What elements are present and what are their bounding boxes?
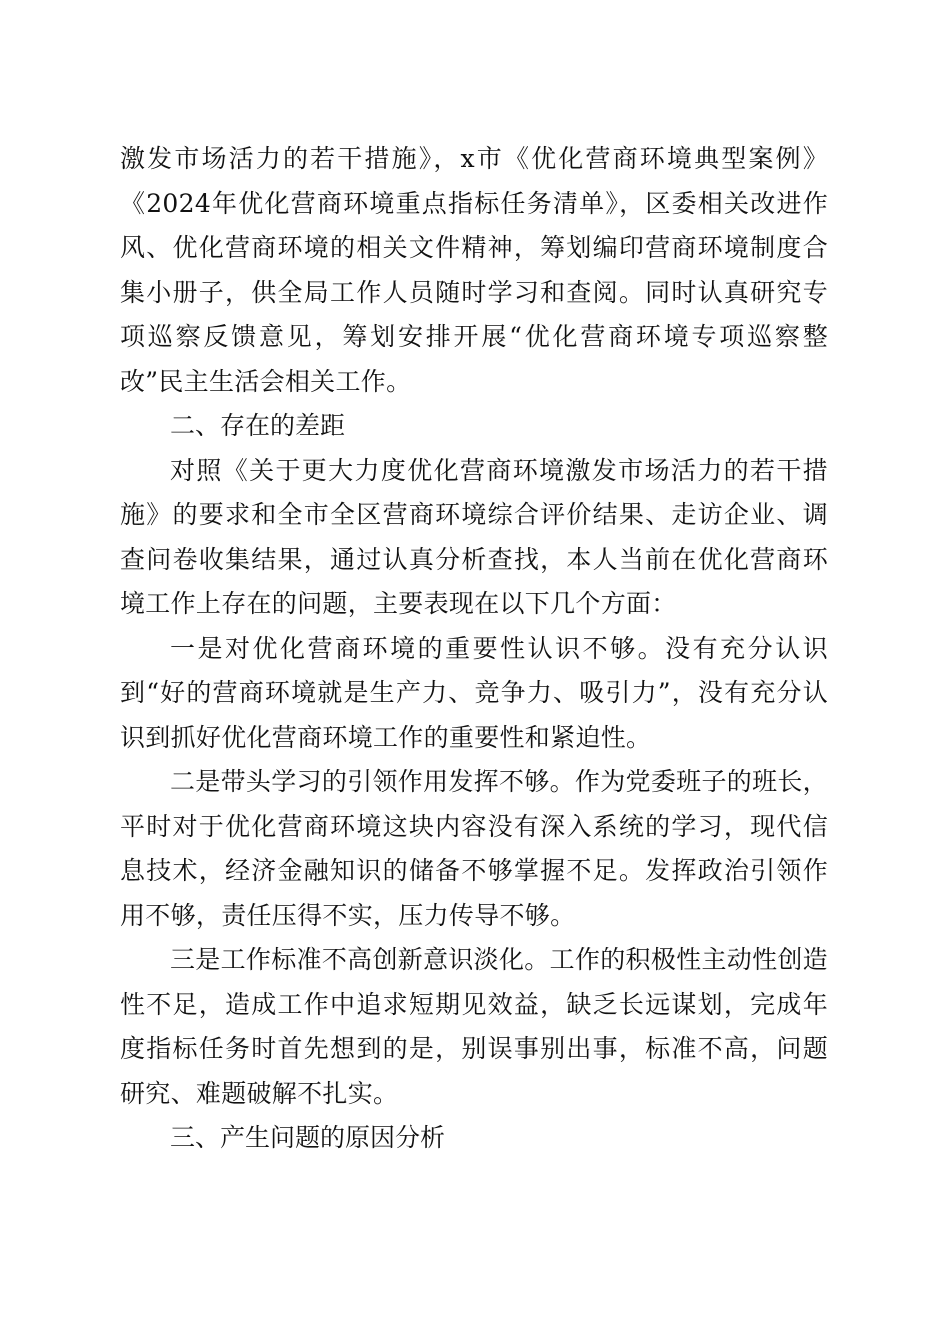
document-page — [120, 137, 828, 1161]
gap-point-3-body: 工作的积极性主动性创造性不足，造成工作中追求短期见效益，缺乏长远谋划，完成年度指标任务时首先想到的是，别误事别出事，标准不高，问题研究、难题破解不扎实。 — [120, 945, 828, 1108]
gap-point-3 — [120, 938, 828, 1116]
gap-point-1-lead: 一是对优化营商环境的重要性认识不够。 — [170, 633, 666, 663]
continuation-paragraph: 激发市场活力的若干措施》，x市《优化营商环境典型案例》《2024年优化营商环境重点指标任务清单》，区委相关改进作风、优化营商环境的相关文件精神，筹划编印营商环境制度合集小册子，供全局工作人员随时学习和查阅。同时认真研究专项巡察反馈意见，筹划安排开展“优化营商环境专项巡察整改”民主生活会相关工作。 — [120, 144, 828, 396]
gap-point-3-lead: 三是工作标准不高创新意识淡化。 — [170, 945, 550, 974]
gap-point-2-body: 作为党委班子的班长，平时对于优化营商环境这块内容没有深入系统的学习，现代信息技术，经济金融知识的储备不够掌握不足。发挥政治引领作用不够，责任压得不实，压力传导不够。 — [120, 767, 828, 930]
gap-point-2 — [120, 760, 828, 938]
gaps-intro-paragraph: 对照《关于更大力度优化营商环境激发市场活力的若干措施》的要求和全市全区营商环境综合评价结果、走访企业、调查问卷收集结果，通过认真分析查找，本人当前在优化营商环境工作上存在的问题，主要表现在以下几个方面： — [120, 455, 828, 618]
gap-point-2-lead: 二是带头学习的引领作用发挥不够。 — [170, 767, 575, 796]
gap-point-1-body: 没有充分认识到“好的营商环境就是生产力、竞争力、吸引力”，没有充分认识到抓好优化营商环境工作的重要性和紧迫性。 — [120, 633, 828, 752]
section-heading-causes: 三、产生问题的原因分析 — [170, 1123, 446, 1152]
section-heading-gaps: 二、存在的差距 — [170, 411, 346, 440]
gap-point-1 — [120, 627, 828, 761]
